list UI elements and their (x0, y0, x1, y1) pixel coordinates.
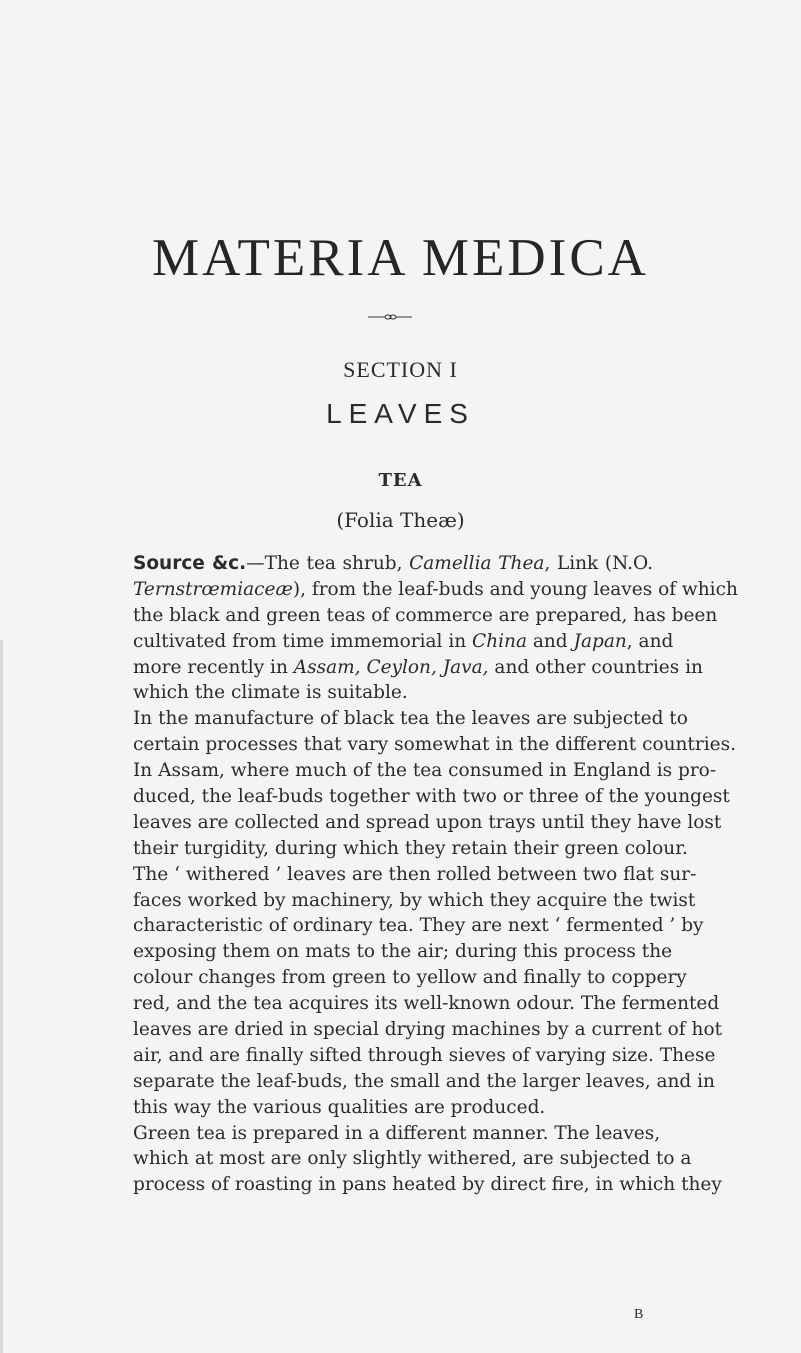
lead-in-heading: Source &c. (133, 553, 247, 574)
text-line (133, 862, 697, 888)
text-line (133, 991, 720, 1017)
body-text (133, 551, 738, 1198)
italic-term: China (472, 630, 527, 652)
text-line (133, 732, 736, 758)
text-segment: and other countries in (488, 656, 703, 678)
text-segment: process of roasting in pans heated by direct fire, in which they (133, 1174, 722, 1196)
text-segment: air, and are finally sifted through sieves of varying size. These (133, 1044, 716, 1066)
ornament-divider-icon (368, 314, 412, 320)
text-segment: faces worked by machinery, by which they acquire the twist (133, 889, 696, 911)
text-line (133, 577, 738, 603)
text-segment: leaves are collected and spread upon trays until they have lost (133, 811, 722, 833)
italic-term: Japan (573, 630, 627, 652)
text-segment: and (526, 630, 574, 652)
text-line (133, 888, 696, 914)
text-line (133, 629, 674, 655)
text-segment: Green tea is prepared in a different manner. The leaves, (133, 1122, 661, 1144)
subject-heading: LEAVES (326, 398, 475, 429)
text-line (133, 1095, 653, 1121)
text-line (133, 706, 688, 732)
text-segment: more recently in (133, 656, 294, 678)
page-edge-shadow (0, 640, 3, 1353)
text-segment: which the climate is suitable. (133, 682, 408, 704)
text-segment: characteristic of ordinary tea. They are next ‘ fermented ’ by (133, 915, 704, 937)
text-line (133, 758, 717, 784)
text-segment: duced, the leaf-buds together with two or three of the youngest (133, 786, 730, 808)
text-line (133, 1172, 722, 1198)
text-segment: In the manufacture of black tea the leaves are subjected to (133, 708, 688, 730)
text-line (133, 1043, 716, 1069)
text-segment: separate the leaf-buds, the small and the larger leaves, and in (133, 1070, 715, 1092)
text-line (133, 680, 653, 706)
text-line (133, 784, 730, 810)
italic-term: Camellia Thea (409, 553, 545, 574)
text-segment: certain processes that vary somewhat in the different countries. (133, 734, 736, 756)
text-segment: the black and green teas of commerce are prepared, has been (133, 604, 718, 626)
text-line (133, 603, 718, 629)
text-line (133, 1017, 723, 1043)
text-line (133, 939, 673, 965)
text-segment: red, and the tea acquires its well-known odour. The fermented (133, 993, 720, 1015)
text-line (133, 836, 688, 862)
text-line (133, 655, 703, 681)
section-heading: SECTION I (343, 357, 458, 382)
page-title: MATERIA MEDICA (152, 229, 649, 287)
text-line (133, 810, 722, 836)
signature-mark: B (634, 1307, 644, 1322)
text-line (133, 1069, 715, 1095)
text-line (133, 965, 687, 991)
italic-term: Assam, Ceylon, Java, (293, 656, 489, 678)
text-segment: leaves are dried in special drying machines by a current of hot (133, 1019, 723, 1041)
entry-heading: TEA (378, 470, 423, 491)
text-segment: ), from the leaf-buds and young leaves of which (292, 578, 738, 600)
text-segment: this way the various qualities are produced. (133, 1096, 546, 1118)
text-segment: The ‘ withered ’ leaves are then rolled between two flat sur- (133, 863, 697, 885)
text-segment: which at most are only slightly withered, are subjected to a (133, 1148, 692, 1170)
entry-subheading: (Folia Theæ) (336, 508, 465, 532)
text-segment: exposing them on mats to the air; during this process the (133, 941, 673, 963)
text-segment: their turgidity, during which they retain their green colour. (133, 837, 688, 859)
text-segment: —The tea shrub, (246, 553, 410, 574)
text-segment: In Assam, where much of the tea consumed in England is pro- (133, 760, 717, 782)
text-segment: , and (626, 630, 674, 652)
text-segment: , Link (N.O. (544, 553, 653, 574)
text-segment: cultivated from time immemorial in (133, 630, 473, 652)
text-line (133, 551, 653, 577)
italic-term: Ternstrœmiaceæ (133, 578, 293, 600)
text-line (133, 1146, 692, 1172)
text-line (133, 913, 704, 939)
text-segment: colour changes from green to yellow and finally to coppery (133, 967, 687, 989)
text-line (133, 1121, 661, 1147)
